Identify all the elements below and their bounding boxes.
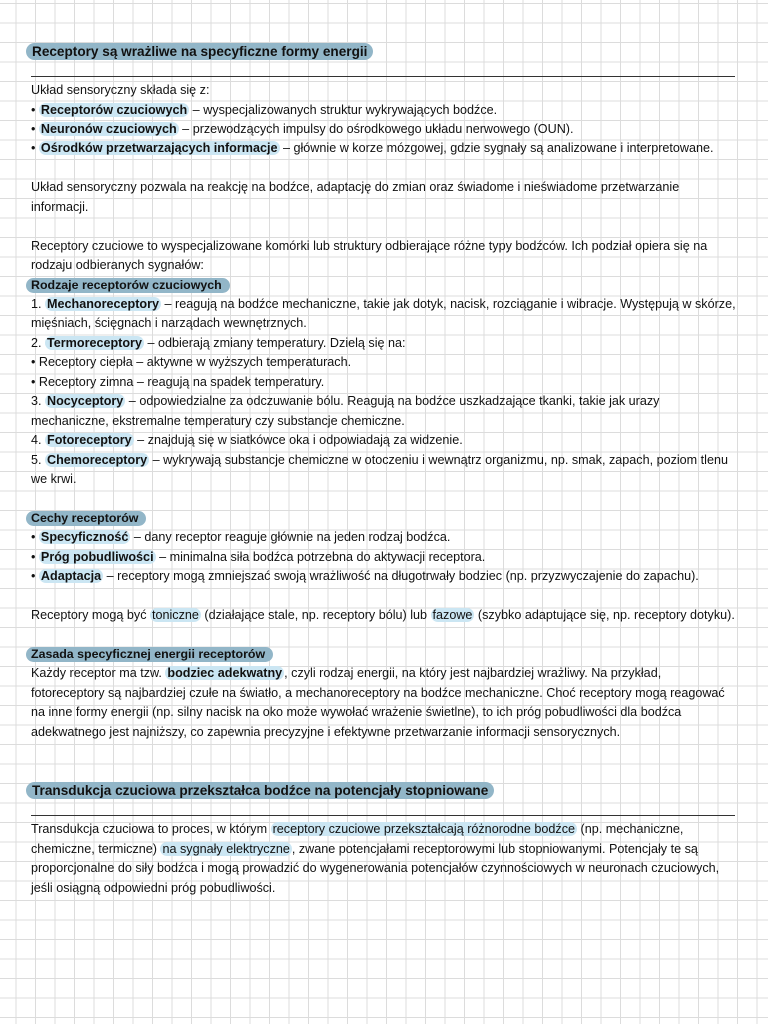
- paragraph-principle-line2: fotoreceptory są najbardziej czułe na światło, a mechanoreceptory na bodźce mechaniczne. Choć receptory mogą reagować: [31, 686, 725, 700]
- list-item-nociceptors: 3. Nocyceptory – odpowiedzialne za odczuwanie bólu. Reagują na bodźce uszkadzające tkanki, takie jak urazy: [31, 394, 660, 408]
- list-item-threshold: • Próg pobudliwości – minimalna siła bodźca potrzebna do aktywacji receptora.: [31, 550, 486, 564]
- list-item-photoreceptors: 4. Fotoreceptory – znajdują się w siatkówce oka i odpowiadają za widzenie.: [31, 433, 463, 447]
- list-item-nociceptors-cont: mechaniczne, ekstremalne temperatury czy substancje chemiczne.: [31, 414, 405, 428]
- section-title-transduction: Transdukcja czuciowa przekształca bodźce na potencjały stopniowane: [26, 782, 494, 799]
- list-item-neurons: • Neuronów czuciowych – przewodzących impulsy do ośrodkowego układu nerwowego (OUN).: [31, 122, 574, 136]
- section-title-receptors: Receptory są wrażliwe na specyficzne formy energii: [26, 43, 373, 60]
- section-divider: [31, 76, 735, 77]
- paragraph-receptors-definition: Receptory czuciowe to wyspecjalizowane komórki lub struktury odbierające różne typy bodźców. Ich podział opiera się na: [31, 239, 708, 253]
- subheading-specific-energy: Zasada specyficznej energii receptorów: [26, 647, 273, 662]
- paragraph-receptors-definition-cont: rodzaju odbieranych sygnałów:: [31, 258, 204, 272]
- list-item-specificity: • Specyficzność – dany receptor reaguje głównie na jeden rodzaj bodźca.: [31, 530, 451, 544]
- paragraph-transduction-line3: proporcjonalne do siły bodźca i mogą prowadzić do wygenerowania potencjałów czynnościowych w neuronach czuciowych,: [31, 861, 720, 875]
- list-item-mechanoreceptors-cont: mięśniach, ścięgnach i narządach wewnętrznych.: [31, 316, 307, 330]
- section-divider-2: [31, 815, 735, 816]
- list-item-receptors: • Receptorów czuciowych – wyspecjalizowanych struktur wykrywających bodźce.: [31, 103, 498, 117]
- paragraph-tonic-phasic: Receptory mogą być toniczne (działające stale, np. receptory bólu) lub fazowe (szybko adaptujące się, np. receptory dotyku).: [31, 608, 735, 622]
- paragraph-principle: Każdy receptor ma tzw. bodziec adekwatny , czyli rodzaj energii, na który jest najbardziej wrażliwy. Na przykład,: [31, 666, 662, 680]
- list-item-cold-receptors: • Receptory zimna – reagują na spadek temperatury.: [31, 375, 325, 389]
- paragraph-sensory-system-cont: informacji.: [31, 200, 89, 214]
- list-item-mechanoreceptors: 1. Mechanoreceptory – reagują na bodźce mechaniczne, takie jak dotyk, nacisk, rozciąganie i wibracje. Występują w skórze,: [31, 297, 736, 311]
- paragraph-transduction-line2: chemiczne, termiczne) na sygnały elektryczne , zwane potencjałami receptorowymi lub stopniowanymi. Potencjały te są: [31, 842, 698, 856]
- subheading-receptor-features: Cechy receptorów: [26, 511, 146, 526]
- list-item-thermoreceptors: 2. Termoreceptory – odbierają zmiany temperatury. Dzielą się na:: [31, 336, 406, 350]
- list-item-centers: • Ośrodków przetwarzających informacje – głównie w korze mózgowej, gdzie sygnały są analizowane i interpretowane.: [31, 141, 714, 155]
- paragraph-principle-line4: adekwatnego jest najniższy, co zapewnia precyzyjne i efektywne przetwarzanie informacji sensorycznych.: [31, 725, 621, 739]
- paragraph-sensory-system: Układ sensoryczny pozwala na reakcję na bodźce, adaptację do zmian oraz świadome i nieświadome przetwarzanie: [31, 180, 680, 194]
- paragraph-principle-line3: na inne formy energii (np. silny nacisk na oko może wywołać wrażenie świetlne), to ich próg pobudliwości dla bodźca: [31, 705, 682, 719]
- list-item-chemoreceptors: 5. Chemoreceptory – wykrywają substancje chemiczne w otoczeniu i wewnątrz organizmu, np. smak, zapach, poziom tlenu: [31, 453, 728, 467]
- list-item-chemoreceptors-cont: we krwi.: [31, 472, 77, 486]
- paragraph-transduction-line4: jeśli osiągną odpowiedni próg pobudliwości.: [31, 881, 276, 895]
- paragraph-transduction: Transdukcja czuciowa to proces, w którym receptory czuciowe przekształcają różnorodne bodźce (np. mechaniczne,: [31, 822, 684, 836]
- subheading-receptor-types: Rodzaje receptorów czuciowych: [26, 278, 230, 293]
- paragraph-intro: Układ sensoryczny składa się z:: [31, 83, 210, 97]
- list-item-adaptation: • Adaptacja – receptory mogą zmniejszać swoją wrażliwość na długotrwały bodziec (np. przyzwyczajenie do zapachu).: [31, 569, 699, 583]
- list-item-heat-receptors: • Receptory ciepła – aktywne w wyższych temperaturach.: [31, 355, 352, 369]
